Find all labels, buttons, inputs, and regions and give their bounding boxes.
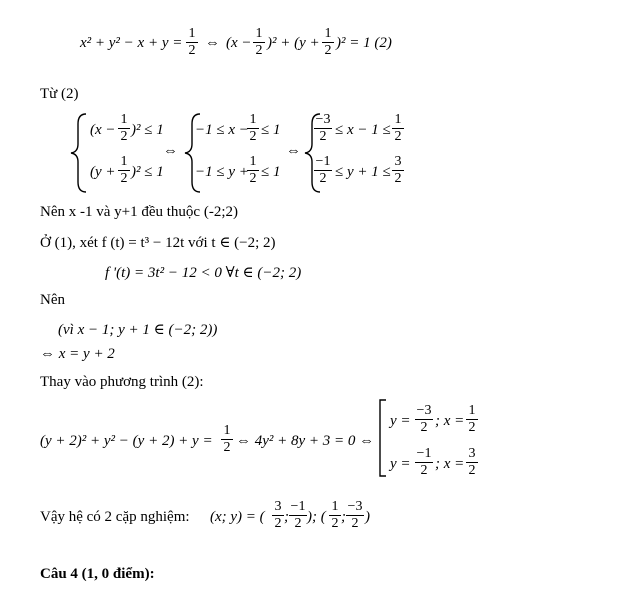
iff-symbol: ⇔ [205,35,220,51]
equation-1-part3: )² = 1 (2) [336,35,392,51]
sol1-x-label: ; x = [435,413,465,429]
sol1-y-label: y = [390,413,411,429]
sys-row1-left: (x − [90,122,116,138]
fraction-three-half: 3 2 [272,500,284,531]
fraction-three-half: 3 2 [466,447,478,478]
conclusion-text: Vậy hệ có 2 cặp nghiệm: [40,509,190,525]
text-nen-1: Nên x -1 và y+1 đều thuộc (-2;2) [40,204,238,220]
fraction-half: 1 2 [221,424,233,455]
text-nen-2: Nên [40,292,65,308]
fraction-half: 1 2 [118,155,130,186]
fraction-half: 1 2 [118,113,130,144]
equation-2-mid: ⇔ 4y² + 8y + 3 = 0 ⇔ [236,433,375,449]
conclusion-pair: (x; y) = ( [210,509,265,525]
sys-row1-right: )² ≤ 1 [131,122,164,138]
sys-right-row2: ≤ y + 1 ≤ [335,164,391,180]
fraction-neg1-half: −1 2 [416,446,432,478]
sys-mid-row1-right: ≤ 1 [261,122,281,138]
iff-symbol: ⇔ [286,143,301,159]
fraction-half: 1 2 [247,113,259,144]
fraction-neg3-half: −3 2 [315,112,331,144]
fraction-neg3-half: −3 2 [416,403,432,435]
equation-1-part1: (x − [226,35,252,51]
equation-2-lhs: (y + 2)² + y² − (y + 2) + y = [40,433,213,449]
fraction-neg1-half: −1 2 [315,154,331,186]
brace-left-icon [68,112,90,194]
question-4-heading: Câu 4 (1, 0 điểm): [40,566,155,582]
fraction-neg1-half: −1 2 [290,499,306,531]
fraction-half: 1 2 [392,113,404,144]
derivative-line: f '(t) = 3t² − 12 < 0 ∀t ∈ (−2; 2) [105,265,302,281]
x-equals: ⇔ x = y + 2 [40,346,115,362]
text-o-1: Ở (1), xét f (t) = t³ − 12t với t ∈ (−2; 2) [40,235,276,251]
fraction-neg3-half: −3 2 [347,499,363,531]
bracket-icon [378,398,388,478]
sol2-y-label: y = [390,456,411,472]
fraction-half: 1 2 [186,27,198,58]
fraction-three-half: 3 2 [392,155,404,186]
sys-mid-row2: −1 ≤ y + [195,164,249,180]
sys-row2-left: (y + [90,164,116,180]
fraction-half: 1 2 [466,404,478,435]
sys-row2-right: )² ≤ 1 [131,164,164,180]
sys-mid-row1: −1 ≤ x − [195,122,249,138]
text-vi: (vì x − 1; y + 1 ∈ (−2; 2)) [58,322,218,338]
fraction-half: 1 2 [329,500,341,531]
sys-mid-row2-right: ≤ 1 [261,164,281,180]
fraction-half: 1 2 [322,27,334,58]
sys-right-row1: ≤ x − 1 ≤ [335,122,391,138]
fraction-half: 1 2 [247,155,259,186]
sol2-x-label: ; x = [435,456,465,472]
fraction-half: 1 2 [253,27,265,58]
from-2-label: Từ (2) [40,86,79,102]
equation-1-lhs: x² + y² − x + y = [80,35,183,51]
iff-symbol: ⇔ [163,143,178,159]
text-thay: Thay vào phương trình (2): [40,374,204,390]
equation-1-part2: )² + (y + [267,35,320,51]
